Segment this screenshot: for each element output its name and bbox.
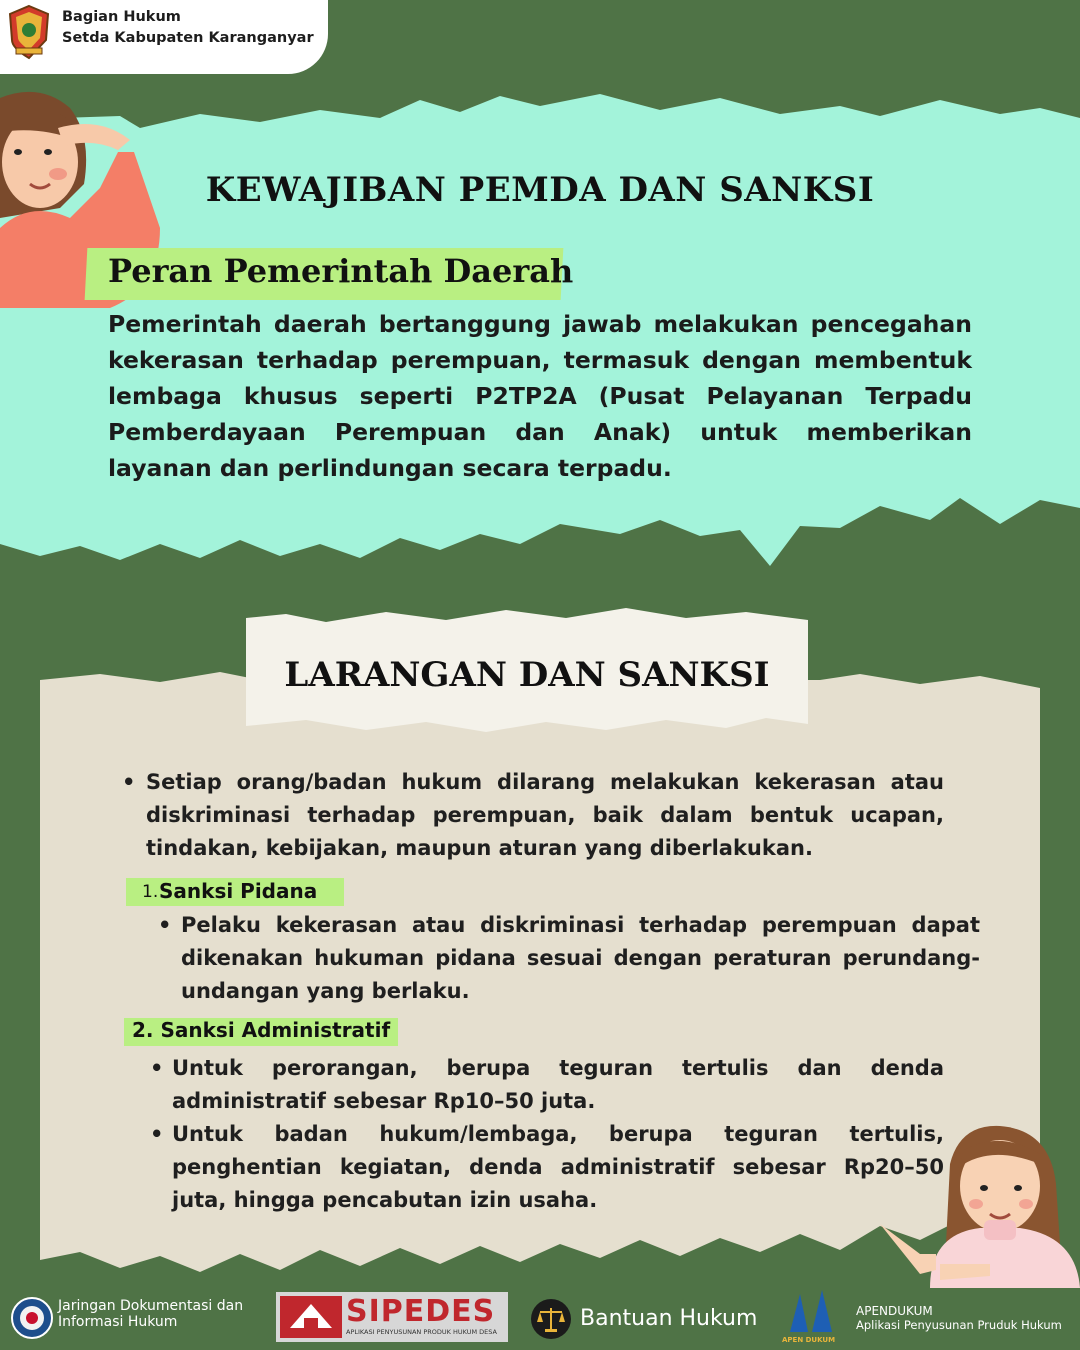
sanksi-pidana-number: 1. xyxy=(142,882,159,902)
apendukum-logo-text: APEN DUKUM xyxy=(782,1336,836,1344)
woman-pointing-illustration-icon xyxy=(880,1124,1080,1288)
bantuan-hukum-label: Bantuan Hukum xyxy=(580,1306,758,1331)
section1-title: KEWAJIBAN PEMDA DAN SANKSI xyxy=(205,170,875,210)
sanksi-pidana-heading: Sanksi Pidana xyxy=(159,879,318,903)
org-name-line2: Setda Kabupaten Karanganyar xyxy=(62,30,314,46)
bullet-dot: • xyxy=(150,1122,164,1146)
sipedes-emblem-icon xyxy=(280,1296,342,1338)
sanksi-admin-heading: 2. Sanksi Administratif xyxy=(132,1018,391,1042)
apendukum-title: APENDUKUM xyxy=(856,1304,933,1318)
bullet-dot: • xyxy=(122,770,136,794)
sanksi-admin-bullet-1: Untuk perorangan, berupa teguran tertulis dan denda administratif sebesar Rp10–50 juta. xyxy=(172,1056,944,1113)
org-name-line1: Bagian Hukum xyxy=(62,9,181,25)
jdih-logo-icon xyxy=(10,1296,54,1340)
scales-of-justice-icon xyxy=(530,1298,572,1340)
jdih-line1: Jaringan Dokumentasi dan xyxy=(58,1298,244,1314)
karanganyar-crest-icon xyxy=(6,4,52,60)
sipedes-logo xyxy=(276,1292,508,1342)
bullet-dot: • xyxy=(158,913,172,937)
intro-bullet-text: Setiap orang/badan hukum dilarang melakukan kekerasan atau diskriminasi terhadap perempuan, baik dalam bentuk ucapan, tindakan, kebijakan, maupun aturan yang diberlakukan. xyxy=(146,770,944,860)
sipedes-wordmark: SIPEDES xyxy=(346,1294,496,1329)
sanksi-admin-bullet-2: Untuk badan hukum/lembaga, berupa teguran tertulis, penghentian kegiatan, denda administratif sebesar Rp20–50 juta, hingga pencabutan izin usaha. xyxy=(172,1122,944,1212)
section1-paragraph: Pemerintah daerah bertanggung jawab melakukan pencegahan kekerasan terhadap perempuan, termasuk dengan membentuk lembaga khusus seperti P2TP2A (Pusat Pelayanan Terpadu Pemberdayaan Perempuan dan Anak) untuk memberikan layanan dan perlindungan secara terpadu. xyxy=(108,310,972,482)
bullet-dot: • xyxy=(150,1056,164,1080)
sipedes-tagline: APLIKASI PENYUSUNAN PRODUK HUKUM DESA xyxy=(346,1328,497,1336)
sanksi-pidana-bullet: Pelaku kekerasan atau diskriminasi terhadap perempuan dapat dikenakan hukuman pidana sesuai dengan peraturan perundang-undangan yang berlaku. xyxy=(181,913,980,1003)
section1-subtitle: Peran Pemerintah Daerah xyxy=(108,252,574,290)
apendukum-subtitle: Aplikasi Penyusunan Pruduk Hukum xyxy=(856,1318,1062,1332)
jdih-line2: Informasi Hukum xyxy=(58,1314,178,1330)
section2-title: LARANGAN DAN SANKSI xyxy=(284,655,770,695)
